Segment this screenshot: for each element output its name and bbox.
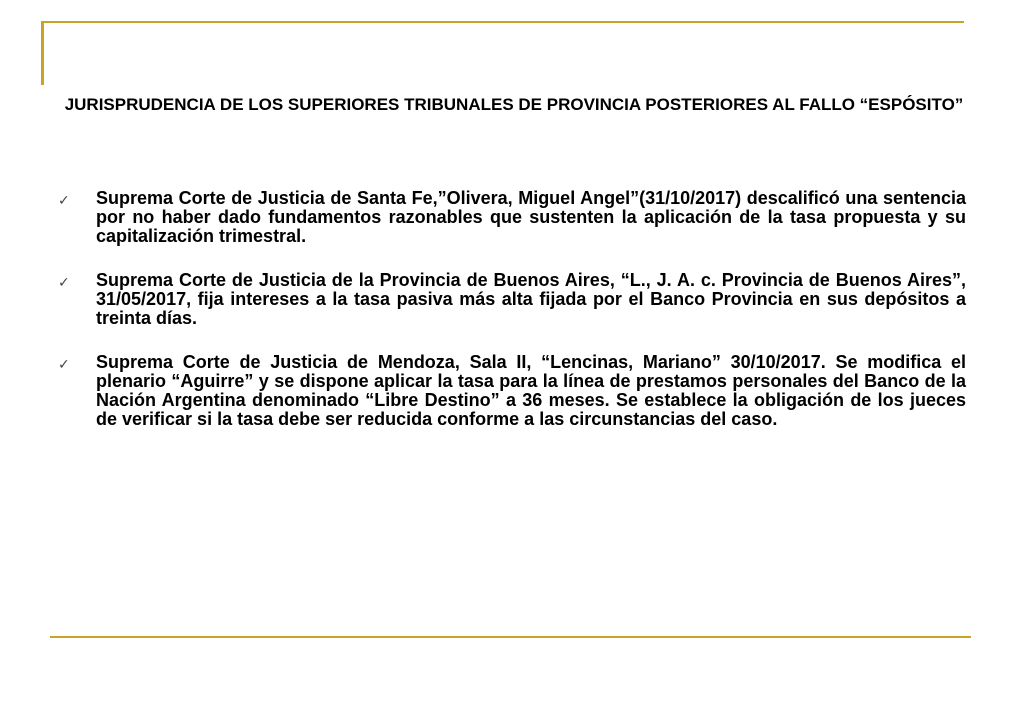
bullet-text: Suprema Corte de Justicia de Mendoza, Sala II, “Lencinas, Mariano” 30/10/2017. Se modifica el plenario “Aguirre” y se dispone aplicar la tasa para la línea de prestamos personales del Banco de la Nación Argentina denominado “Libre Destino” a 36 meses. Se establece la obligación de los jueces de verificar si la tasa debe ser reducida conforme a las circunstancias del caso. bbox=[96, 352, 966, 429]
bullet-item-buenos-aires bbox=[58, 271, 966, 328]
bullet-item-mendoza bbox=[58, 353, 966, 429]
slide-title: JURISPRUDENCIA DE LOS SUPERIORES TRIBUNALES DE PROVINCIA POSTERIORES AL FALLO “ESPÓSITO” bbox=[64, 95, 964, 114]
bullet-list bbox=[58, 189, 966, 454]
frame-top-line bbox=[43, 21, 964, 23]
bullet-text: Suprema Corte de Justicia de la Provincia de Buenos Aires, “L., J. A. c. Provincia de Buenos Aires”, 31/05/2017, fija intereses a la tasa pasiva más alta fijada por el Banco Provincia en sus depósitos a treinta días. bbox=[96, 270, 966, 328]
bullet-text: Suprema Corte de Justicia de Santa Fe,”Olivera, Miguel Angel”(31/10/2017) descalificó una sentencia por no haber dado fundamentos razonables que sustenten la aplicación de la tasa propuesta y su capitalización trimestral. bbox=[96, 188, 966, 246]
check-icon: ✓ bbox=[58, 274, 70, 290]
check-icon: ✓ bbox=[58, 356, 70, 372]
frame-left-line bbox=[41, 21, 44, 85]
frame-bottom-line bbox=[50, 636, 971, 638]
check-icon: ✓ bbox=[58, 192, 70, 208]
bullet-item-santa-fe bbox=[58, 189, 966, 246]
